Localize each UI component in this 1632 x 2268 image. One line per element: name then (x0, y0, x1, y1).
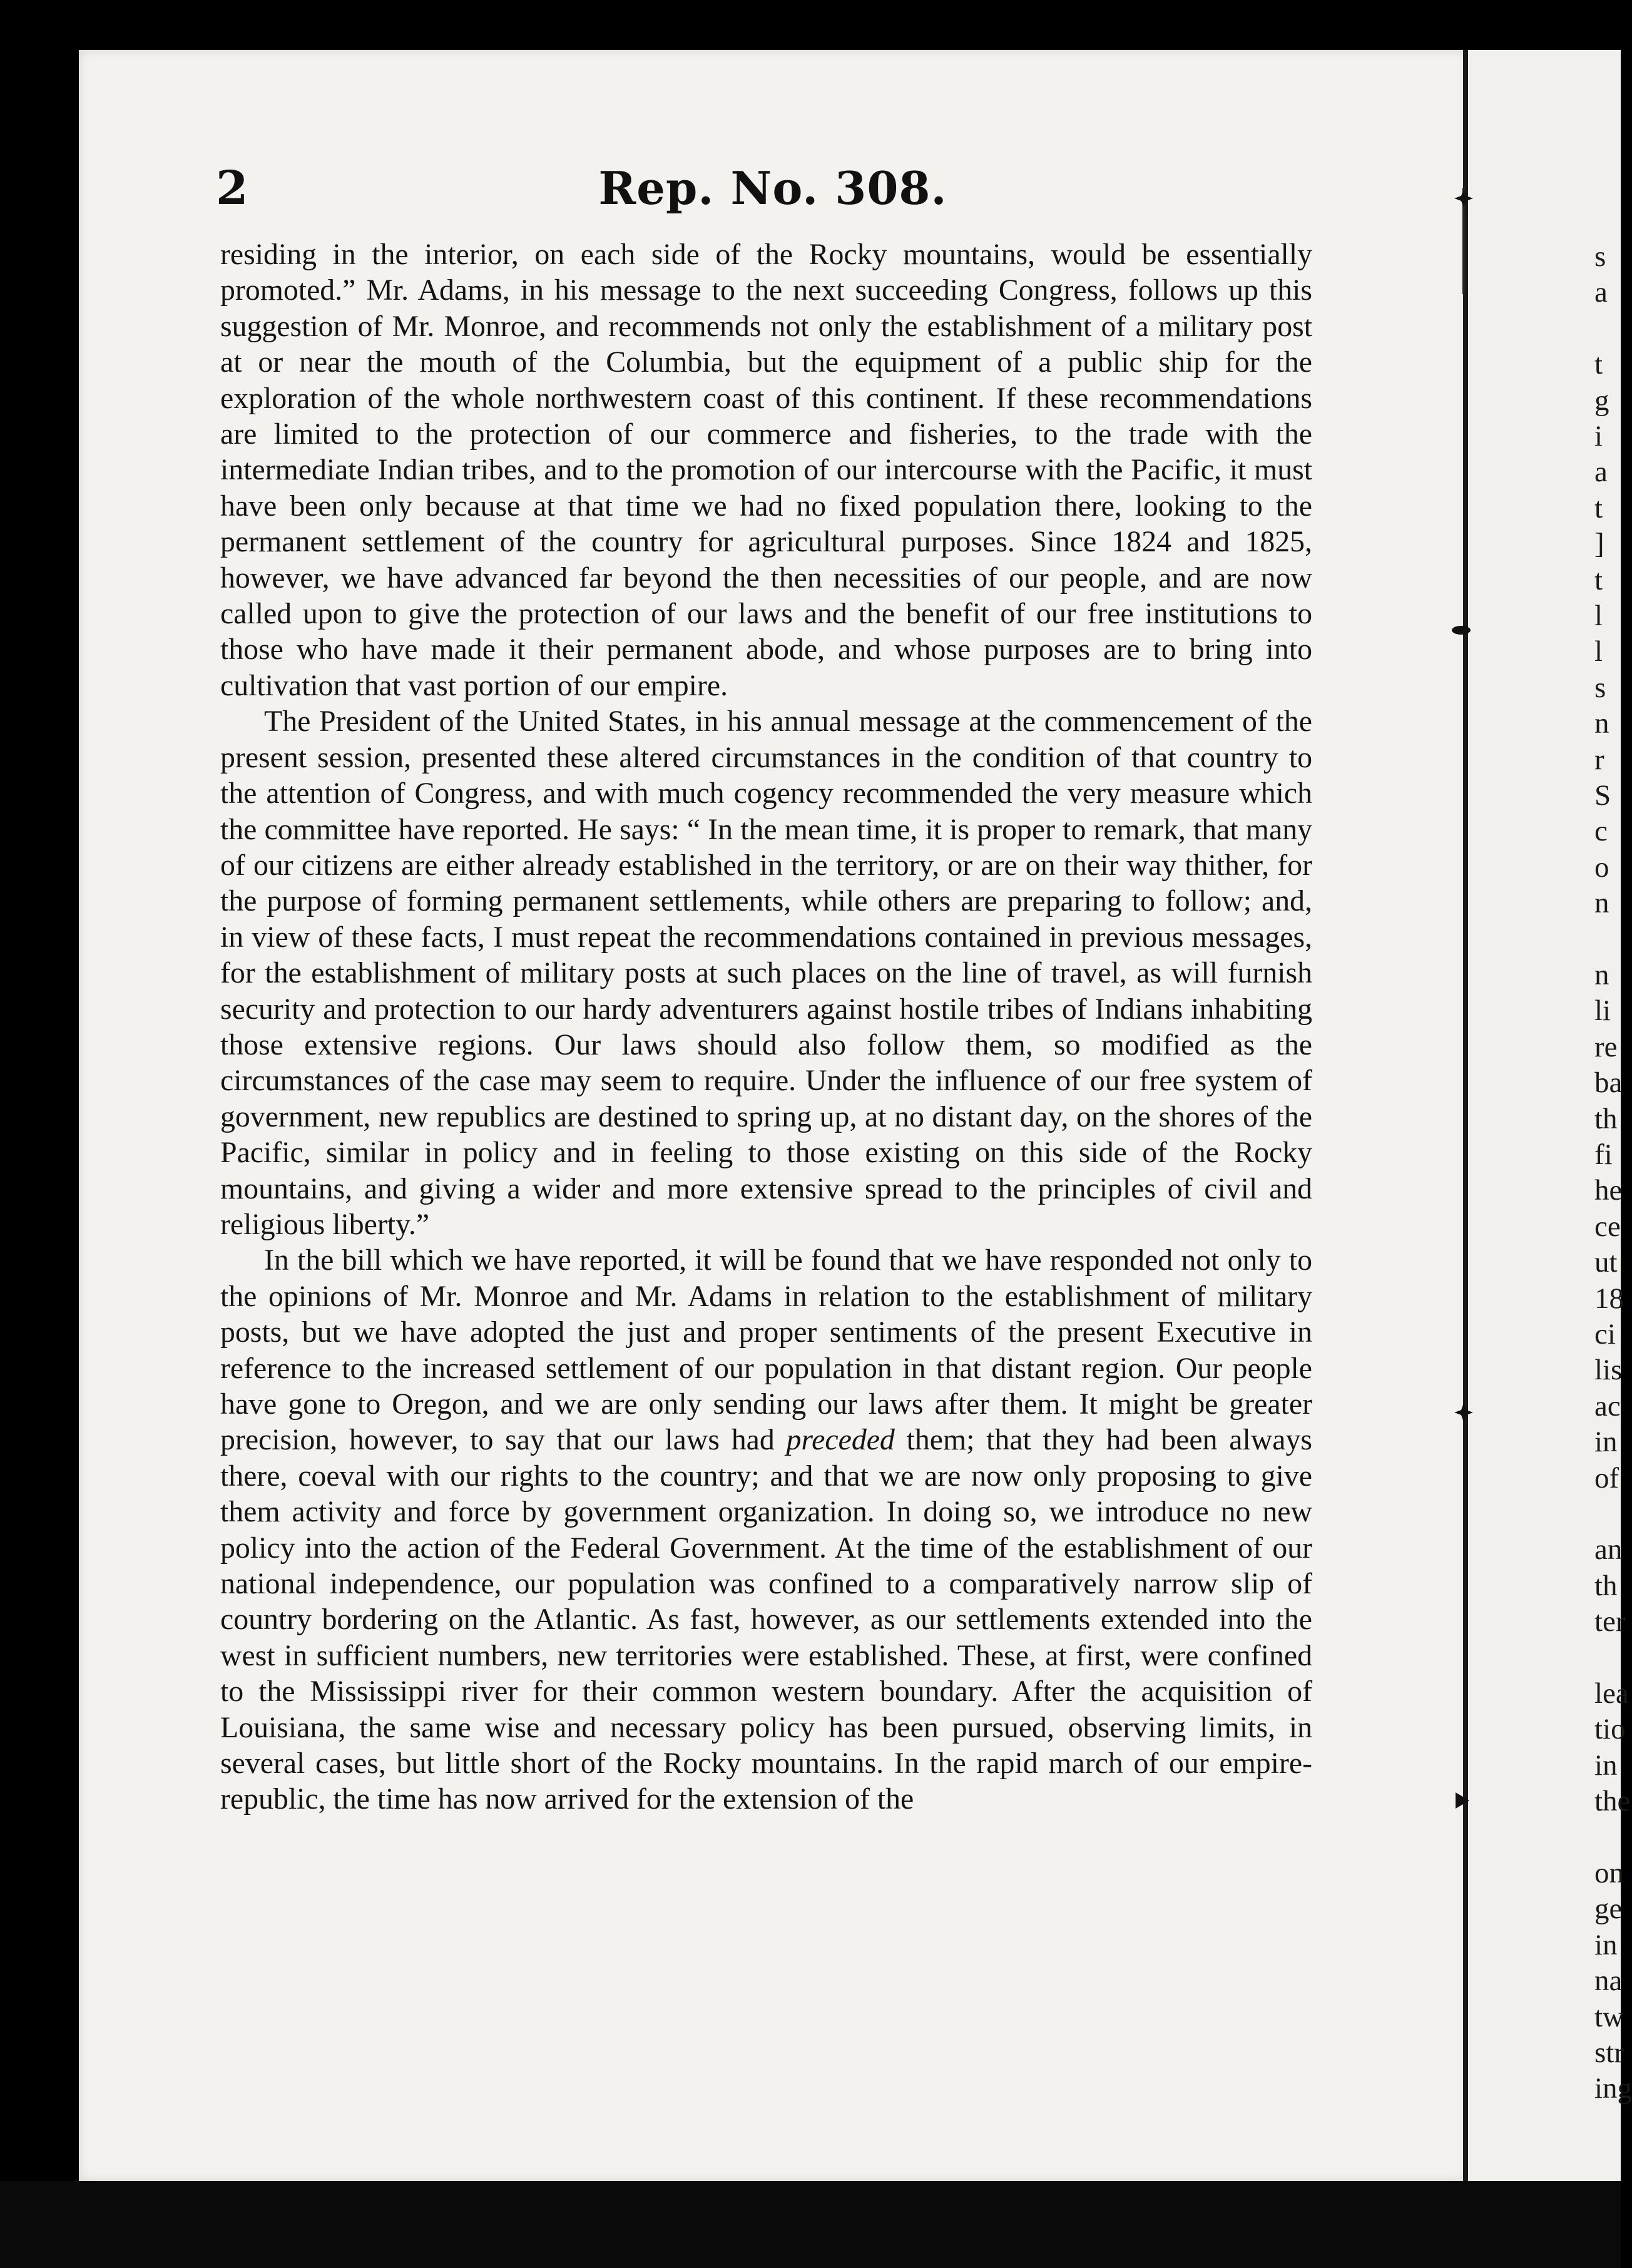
adjacent-page-line: n (1594, 959, 1609, 991)
adjacent-page-line: ter (1594, 1605, 1626, 1638)
adjacent-page-line: tio (1594, 1713, 1626, 1746)
page-number: 2 (216, 161, 248, 215)
adjacent-page-line: c (1594, 815, 1608, 848)
paragraph-1: residing in the interior, on each side of the Rocky mountains, would be essentially promoted.” Mr. Adams, in his message to the next succeeding Congress, follows up this suggestion of Mr. Monroe, and recommends not only the establishment of a military post at or near the mouth of the Columbia, but the equipment of a public ship for the exploration of the whole northwestern coast of this continent. If these recommendations are limited to the protection of our commerce and fisheries, to the trade with the intermediate Indian tribes, and to the promotion of our intercourse with the Pacific, it must have been only because at that time we had no fixed population there, looking to the permanent settlement of the country for agricultural purposes. Since 1824 and 1825, however, we have advanced far beyond the then necessities of our people, and are now called upon to give the protection of our laws and the benefit of our free institutions to those who have made it their permanent abode, and whose purposes are to bring into cultivation that vast portion of our empire. (220, 238, 1312, 702)
adjacent-page-line: ut (1594, 1246, 1618, 1279)
italic-word: preceded (786, 1423, 895, 1457)
adjacent-page-line: str (1594, 2036, 1624, 2069)
adjacent-page-line: th (1594, 1569, 1618, 1602)
adjacent-page-line: t (1594, 491, 1603, 524)
adjacent-page-line: fi (1594, 1138, 1613, 1171)
adjacent-page-line: in (1594, 1426, 1618, 1459)
adjacent-page-line: S (1594, 779, 1611, 812)
adjacent-page-line: he (1594, 1174, 1623, 1207)
adjacent-page-line: r (1594, 743, 1604, 776)
body-text (220, 237, 1312, 1817)
adjacent-page-line: ] (1594, 528, 1604, 561)
adjacent-page-line: 18 (1594, 1282, 1624, 1315)
adjacent-page-line: t (1594, 348, 1603, 381)
adjacent-page-line: the (1594, 1785, 1631, 1818)
adjacent-page-line: ge (1594, 1893, 1623, 1926)
adjacent-page-line: li (1594, 994, 1611, 1028)
adjacent-page-line: s (1594, 671, 1606, 704)
adjacent-page-line: of (1594, 1461, 1619, 1494)
adjacent-page-line: lea (1594, 1677, 1629, 1710)
adjacent-page-line: a (1594, 456, 1608, 489)
binding-mark-icon (1452, 1790, 1473, 1811)
adjacent-page-line: l (1594, 600, 1603, 632)
adjacent-page-line: re (1594, 1030, 1618, 1063)
page-gutter (1463, 50, 1468, 2181)
adjacent-page-line: in (1594, 1928, 1618, 1961)
paragraph-3-part-2: them; that they had been always there, coeval with our rights to the country; and that we are now only proposing to give them activity and force by government organization. In doing so, we introduce no new policy into the action of the Federal Government. At the time of the establishment of our national independence, our population was confined to a comparatively narrow slip of country bordering on the Atlantic. As fast, however, as our settlements extended into the west in sufficient numbers, new territories were established. These, at first, were confined to the Mississippi river for their common western boundary. After the acquisition of Louisiana, the same wise and necessary policy has been pursued, observing limits, in several cases, but little short of the Rocky mountains. In the rapid march of our empire-republic, the time has now arrived for the extension of the (220, 1423, 1312, 1816)
paragraph-3-part-1: In the bill which we have reported, it will be found that we have responded not only to the opinions of Mr. Monroe and Mr. Adams in relation to the establishment of military posts, but we have adopted the just and proper sentiments of the present Executive in reference to the increased settlement of our population in that distant region. Our people have gone to Oregon, and we are only sending our laws after them. It might be greater precision, however, to say that our laws had (220, 1244, 1312, 1457)
adjacent-page-line: in (1594, 1749, 1618, 1782)
adjacent-page-line: ce (1594, 1210, 1621, 1243)
adjacent-page-line: ac (1594, 1389, 1621, 1423)
paragraph-2: The President of the United States, in his annual message at the commencement of the present session, presented these altered circumstances in the condition of that country to the attention of Congress, and with much cogency recommended the very measure which the committee have reported. He says: “ In the mean time, it is proper to remark, that many of our citizens are either already established in the territory, or are on their way thither, for the purpose of forming permanent settlements, while others are preparing to follow; and, in view of these facts, I must repeat the recommendations contained in previous messages, for the establishment of military posts at such places on the line of travel, as will furnish security and protection to our hardy adventurers against hostile tribes of Indians inhabiting those extensive regions. Our laws should also follow them, so modified as the circumstances of the case may seem to require. Under the influence of our free system of government, new republics are destined to spring up, at no distant day, on the shores of the Pacific, similar in policy and in feeling to those existing on this side of the Rocky mountains, and giving a wider and more extensive spread to the principles of civil and religious liberty.” (220, 705, 1312, 1241)
adjacent-page-line: na (1594, 1964, 1623, 1998)
adjacent-page-line: ing (1594, 2072, 1632, 2105)
scan-bottom-border (0, 2181, 1621, 2268)
binding-mark-icon (1451, 620, 1472, 641)
paragraph-3 (220, 1242, 1312, 1817)
binding-mark-icon (1453, 188, 1474, 209)
page-header (216, 161, 1330, 218)
adjacent-page-line: t (1594, 563, 1603, 596)
adjacent-page-line: tw (1594, 2000, 1624, 2033)
adjacent-page-line: an (1594, 1533, 1623, 1566)
running-head: Rep. No. 308. (598, 161, 947, 215)
adjacent-page-line: ba (1594, 1066, 1623, 1100)
binding-mark-icon (1453, 1402, 1474, 1423)
adjacent-page-line: o (1594, 850, 1609, 884)
adjacent-page-line: a (1594, 276, 1608, 309)
adjacent-page-line: lis (1594, 1354, 1623, 1387)
adjacent-page-line: th (1594, 1102, 1618, 1135)
scan-top-border (0, 0, 1621, 50)
adjacent-page-line: s (1594, 240, 1606, 273)
adjacent-page-line: g (1594, 384, 1609, 417)
adjacent-page-line: n (1594, 887, 1609, 920)
adjacent-page-line: n (1594, 707, 1609, 740)
adjacent-page-line: on (1594, 1857, 1624, 1889)
adjacent-page-line: ci (1594, 1318, 1616, 1351)
adjacent-page-line: l (1594, 635, 1603, 668)
adjacent-page-line: i (1594, 420, 1603, 452)
